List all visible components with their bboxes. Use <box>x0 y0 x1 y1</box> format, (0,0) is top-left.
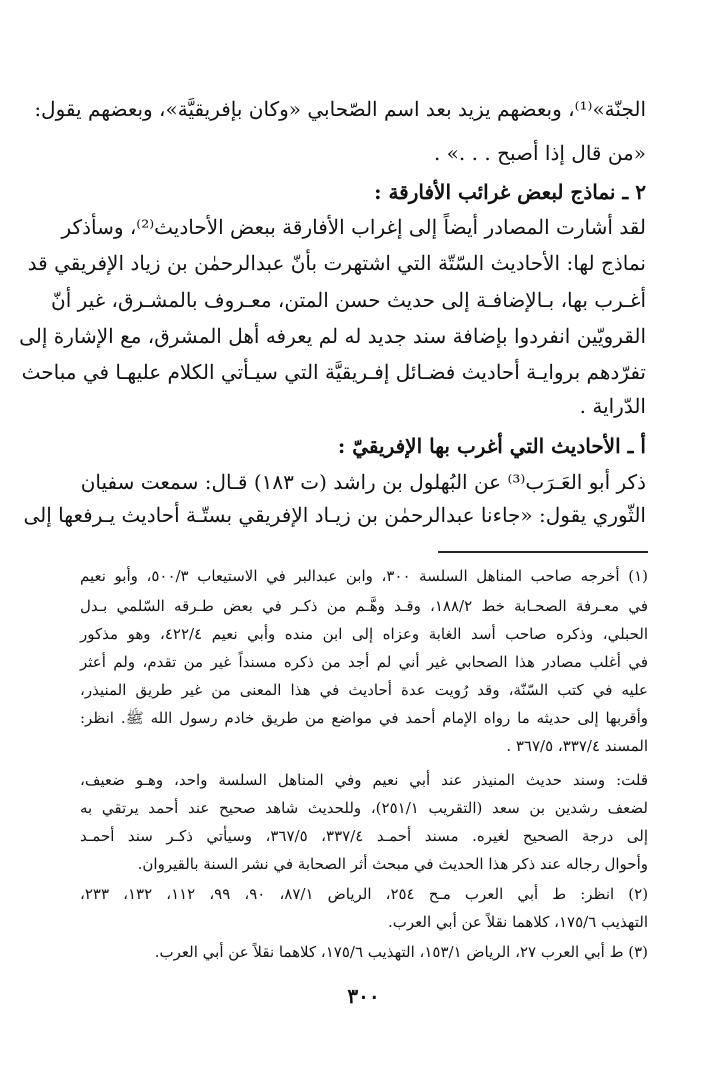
section-heading: ٢ ـ نماذج لبعض غرائب الأفارقة : <box>374 180 646 204</box>
body-line-10: الثّوري يقول: «جاءنا عبدالرحمٰن بن زيـاد الإفريقي بستّـة أحاديث يـرفعها إلى <box>23 503 646 527</box>
body-line-6: القرويّين انفردوا بإضافة سند جديد له لم يعرفه أهل المشرق، مع الإشارة إلى <box>19 324 646 348</box>
body-line-9: ذكر أبو العَـرَب⁽³⁾ عن البُهلول بن راشد (ت ١٨٣) قـال: سمعت سفيان <box>80 470 646 494</box>
footnote-3-line-1: (٣) ط أبي العرب ٢٧، الرياض ١٥٣/١، التهذيب ١٧٥/٦، كلاهما نقلاً عن أبي العرب. <box>154 943 648 961</box>
body-line-2: «من قال إذا أصبح . . .» . <box>433 141 646 165</box>
page-number: ٣٠٠ <box>347 984 380 1008</box>
footnote-1-line-1: (١) أخرجه صاحب المناهل السلسة ٣٠٠، وابن عبدالبر في الاستيعاب ٥٠٠/٣، وأبو نعيم <box>80 567 648 585</box>
footnote-1-line-10: إلى درجة الصحيح لغيره. مسند أحمـد ٣٣٧/٤، ٣٦٧/٥، وسيأتي ذكـر سند أحمـد <box>80 827 649 845</box>
body-line-4: نماذج لها: الأحاديث السّتّة التي اشتهرت بأنّ عبدالرحمٰن بن زياد الإفريقي قد <box>27 251 646 275</box>
footnote-2-line-2: التهذيب ١٧٥/٦، كلاهما نقلاً عن أبي العرب. <box>387 913 648 931</box>
footnote-1-line-9: لضعف رشدين بن سعد (التقريب ٢٥١/١)، وللحديث شاهد صحيح عند أحمد يرتقي به <box>80 799 648 817</box>
footnote-1-line-6: وأقربها إلى حديثه ما رواه الإمام أحمد في مواضع من طريق خادم رسول الله ﷺ. انظر: <box>80 709 648 727</box>
body-line-7: تفرّدهم بروايـة أحاديث فضـائل إفـريقيَّة التي سيـأتي الكلام عليهـا في مباحث <box>21 360 646 384</box>
footnote-1-line-5: عليه في كتب السّنّة، وقد رُويت عدة أحاديث في هذا المعنى من غير طريق المنيذر، <box>80 681 648 699</box>
body-line-3: لقد أشارت المصادر أيضاً إلى إغراب الأفارقة ببعض الأحاديث⁽²⁾، وسأذكر <box>61 215 646 239</box>
footnote-1-line-7: المسند ٣٣٧/٤، ٣٦٧/٥ . <box>506 737 648 755</box>
body-line-5: أغـرب بها، بـالإضافـة إلى حديث حسن المتن، معـروف بالمشـرق، غير أنّ <box>51 288 646 312</box>
footnote-1-line-2: في معـرفة الصحـابة خط ١٨٨/٢، وقـد وهَّـم من ذكـر في بعض طـرقه السّلمي بـدل <box>80 597 648 615</box>
footnote-separator <box>438 551 648 553</box>
footnote-1-line-4: في أغلب مصادر هذا الصحابي غير أني لم أجد من ذكره مسنداً غير من تقدم، ولم أعثر <box>80 653 648 671</box>
footnote-1-line-8: قلت: وسند حديث المنيذر عند أبي نعيم وفي المناهل السلسة واحد، وهـو ضعيف، <box>80 771 648 789</box>
body-line-1: الجنّة»⁽¹⁾، وبعضهم يزيد بعد اسم الصّحابي «وكان بإفريقيَّة»، وبعضهم يقول: <box>34 97 646 121</box>
body-line-8: الدّراية . <box>579 394 646 418</box>
footnote-1-line-3: الحبلي، وذكره صاحب أسد الغابة وعزاه إلى ابن منده وأبي نعيم ٤٢٢/٤، وهو مذكور <box>80 625 649 643</box>
subsection-heading: أ ـ الأحاديث التي أغرب بها الإفريقيّ : <box>337 434 646 458</box>
footnote-2-line-1: (٢) انظر: ط أبي العرب مـح ٢٥٤، الرياض ٨٧/١، ٩٠، ٩٩، ١١٢، ١٣٢، ٢٣٣، <box>80 885 649 903</box>
footnote-1-line-11: وأحوال رجاله عند ذكر هذا الحديث في مبحث أثر الصحابة في نشر السنة بالقيروان. <box>137 855 648 873</box>
